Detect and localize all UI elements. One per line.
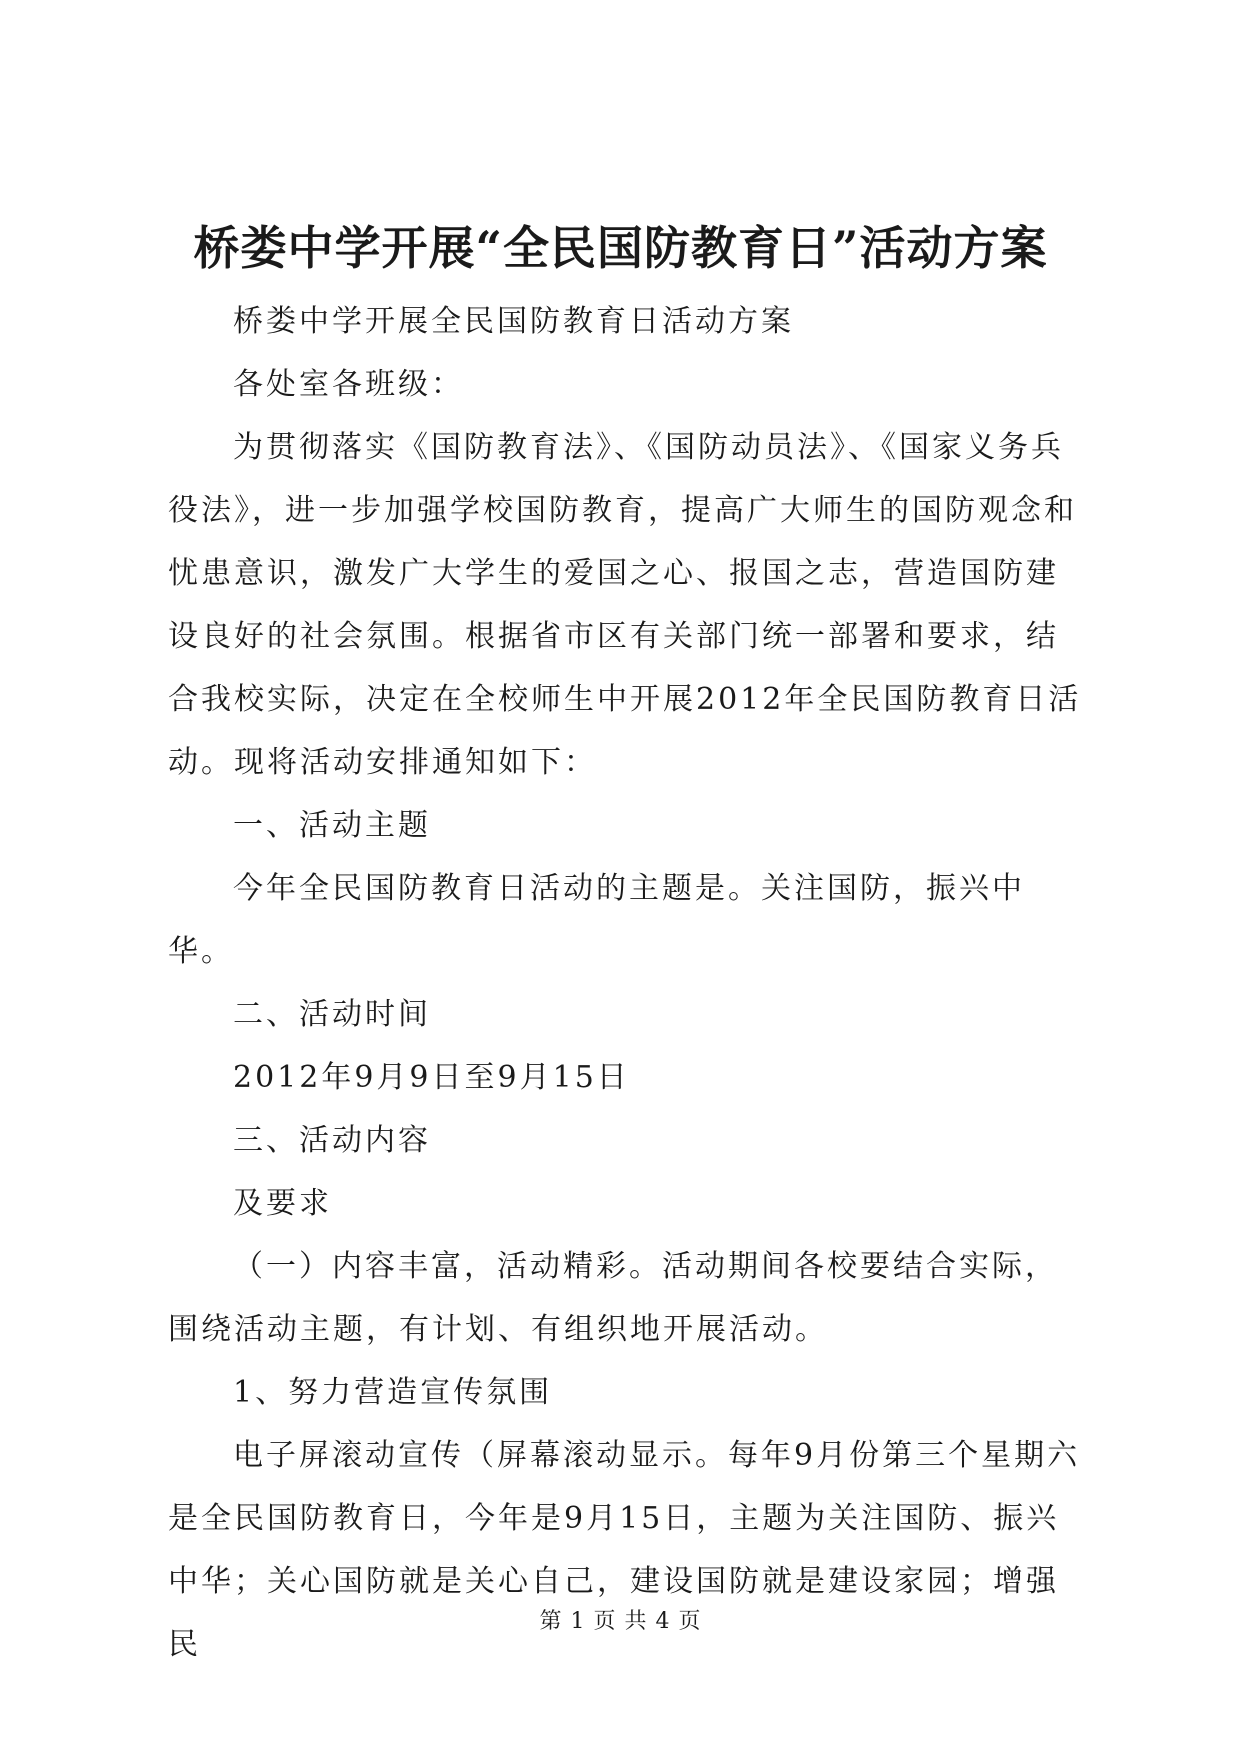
subheading-atmosphere: 1、努力营造宣传氛围 (233, 1375, 553, 1410)
section-heading-theme: 一、活动主题 (233, 808, 431, 843)
page-number-footer: 第 1 页 共 4 页 (539, 1609, 702, 1634)
paragraph-content-rich: （一）内容丰富，活动精彩。活动期间各校要结合实际，围绕活动主题，有计划、有组织地开展活动。 (168, 1249, 1058, 1347)
section-heading-content: 三、活动内容 (233, 1123, 431, 1158)
paragraph-theme: 今年全民国防教育日活动的主题是。关注国防，振兴中华。 (168, 871, 1025, 969)
paragraph-intro: 为贯彻落实《国防教育法》、《国防动员法》、《国家义务兵役法》，进一步加强学校国防教育，提高广大师生的国防观念和忧患意识，激发广大学生的爱国之心、报国之志，营造国防建设良好的社会氛围。根据省市区有关部门统一部署和要求，结合我校实际，决定在全校师生中开展2012年全民国防教育日活动。现将活动安排通知如下： (168, 430, 1082, 780)
paragraph-screen-publicity: 电子屏滚动宣传（屏幕滚动显示。每年9月份第三个星期六是全民国防教育日，今年是9月15日，主题为关注国防、振兴中华；关心国防就是关心自己，建设国防就是建设家园；增强民 (168, 1438, 1081, 1662)
document-title: 桥娄中学开展“全民国防教育日”活动方案 (193, 221, 1048, 275)
document-body (168, 290, 1088, 1676)
paragraph-subtitle: 桥娄中学开展全民国防教育日活动方案 (233, 304, 794, 339)
section-heading-time: 二、活动时间 (233, 997, 431, 1032)
paragraph-salutation: 各处室各班级： (233, 367, 464, 402)
paragraph-time: 2012年9月9日至9月15日 (233, 1060, 630, 1095)
section-heading-requirements: 及要求 (233, 1186, 332, 1221)
